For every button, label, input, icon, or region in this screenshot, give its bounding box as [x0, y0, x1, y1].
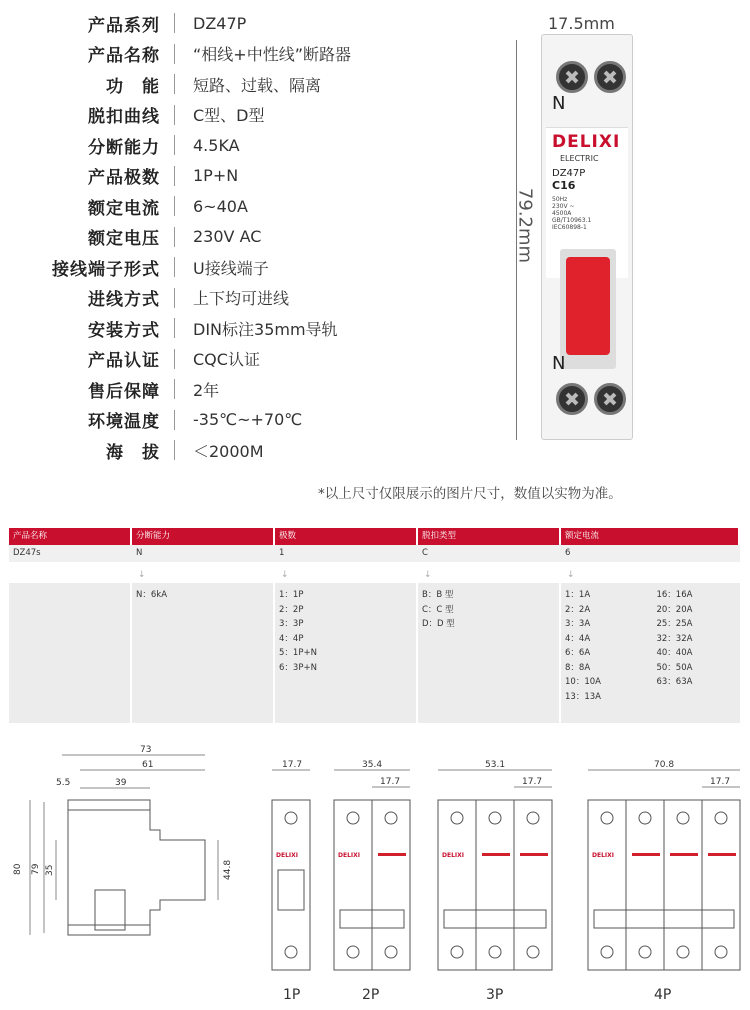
spec-divider	[174, 440, 175, 460]
spec-divider	[174, 257, 175, 277]
table-options	[9, 583, 740, 723]
table-cell: DZ47s	[13, 548, 41, 558]
spec-row	[30, 69, 470, 100]
option-item: 25：25A	[656, 619, 693, 629]
terminal-bottom-label: N	[552, 353, 566, 374]
option-item: 13：13A	[565, 691, 601, 702]
spec-label: 海 拔	[106, 442, 160, 463]
dim-4p-width: 70.8	[654, 760, 675, 770]
spec-value: U接线端子	[193, 258, 269, 278]
spec-label: 产品认证	[88, 351, 160, 372]
spec-label: 安装方式	[88, 320, 160, 341]
table-header-cell: 额定电流	[561, 528, 740, 545]
dim-4p-unit: 17.7	[710, 777, 731, 787]
dim-1p-width: 17.7	[282, 760, 303, 770]
spec-value: -35℃~+70℃	[193, 410, 303, 430]
table-cell: 1	[279, 548, 285, 558]
option-item: 3：3A	[565, 619, 591, 629]
dim-height-label: 79.2mm	[514, 187, 536, 264]
spec-list	[30, 8, 470, 466]
option-item: 50：50A	[656, 662, 693, 673]
spec-divider	[174, 318, 175, 338]
spec-value: 4.5KA	[193, 135, 240, 155]
option-item: 4：4A	[565, 633, 591, 644]
spec-value: 上下均可进线	[193, 289, 290, 309]
fine-print-line: 4500A	[552, 210, 572, 217]
spec-value: DZ47P	[193, 13, 247, 33]
options-trip	[418, 583, 559, 723]
fine-print-line: IEC60898-1	[552, 224, 587, 231]
spec-label: 功 能	[106, 76, 160, 97]
option-item: 63：63A	[656, 677, 693, 687]
spec-divider	[174, 13, 175, 33]
dim-5-5: 5.5	[56, 778, 71, 788]
options-breaking	[132, 583, 273, 723]
spec-divider	[174, 288, 175, 308]
dim-2p-width: 35.4	[362, 760, 383, 770]
arrow-down-icon: ↓	[567, 570, 575, 580]
option-item: 2：2A	[565, 604, 591, 615]
table-cell: 6	[565, 548, 571, 558]
option-item: 40：40A	[656, 648, 693, 658]
arrow-down-icon: ↓	[424, 570, 432, 580]
table-header-cell: 分断能力	[132, 528, 275, 545]
option-item: 16：16A	[656, 590, 693, 600]
red-band-marks	[378, 853, 736, 856]
model-selection-table	[9, 528, 740, 723]
pole-caption-4p: 4P	[654, 987, 672, 1003]
options-poles	[275, 583, 416, 723]
breaker-rating: C16	[552, 179, 576, 192]
spec-value: ＜2000M	[193, 441, 264, 461]
spec-row	[30, 100, 470, 131]
spec-row	[30, 39, 470, 70]
option-item: 4：4P	[279, 633, 304, 644]
spec-row	[30, 8, 470, 39]
breaker-model	[552, 168, 585, 192]
spec-value: DIN标注35mm导轨	[193, 319, 338, 339]
table-cell: C	[422, 548, 428, 558]
dim-44-8: 44.8	[223, 859, 233, 880]
screw-icon	[594, 383, 626, 415]
spec-value: C型、D型	[193, 106, 265, 126]
spec-label: 额定电压	[88, 229, 160, 250]
options-current	[561, 583, 740, 723]
spec-label: 接线端子形式	[52, 259, 160, 280]
option-item: 3：3P	[279, 619, 304, 629]
spec-divider	[174, 44, 175, 64]
arrow-down-icon: ↓	[138, 570, 146, 580]
option-item: 8：8A	[565, 662, 591, 673]
breaker-model-name: DZ47P	[552, 168, 586, 179]
spec-label: 产品名称	[88, 46, 160, 67]
spec-label: 进线方式	[88, 290, 160, 311]
options-current-a	[565, 588, 656, 718]
mini-brand: DELIXI	[592, 852, 614, 859]
table-header-cell: 脱扣类型	[418, 528, 561, 545]
spec-label: 产品系列	[88, 15, 160, 36]
table-row	[9, 545, 740, 562]
spec-row	[30, 313, 470, 344]
dim-2p-unit: 17.7	[380, 777, 401, 787]
spec-row	[30, 374, 470, 405]
spec-divider	[174, 379, 175, 399]
options-blank	[9, 583, 130, 723]
dim-61: 61	[142, 760, 154, 770]
table-header-cell: 极数	[275, 528, 418, 545]
option-item: C：C 型	[422, 604, 454, 615]
spec-value: 6~40A	[193, 196, 248, 216]
option-item: 20：20A	[656, 604, 693, 615]
spec-divider	[174, 196, 175, 216]
pole-4p-drawing	[588, 770, 740, 970]
pole-2p-drawing	[334, 770, 410, 970]
arrow-down-icon: ↓	[281, 570, 289, 580]
option-item: 5：1P+N	[279, 648, 317, 658]
spec-divider	[174, 349, 175, 369]
dim-80: 80	[13, 863, 23, 875]
spec-value: 1P+N	[193, 166, 239, 186]
dim-3p-width: 53.1	[485, 760, 506, 770]
table-header	[9, 528, 740, 545]
table-header-cell: 产品名称	[9, 528, 132, 545]
spec-row	[30, 435, 470, 466]
spec-value: “相线+中性线”断路器	[193, 45, 351, 65]
spec-row	[30, 344, 470, 375]
spec-label: 分断能力	[88, 137, 160, 158]
spec-label: 环境温度	[88, 412, 160, 433]
mini-brand: DELIXI	[338, 852, 360, 859]
dim-width-label: 17.5mm	[548, 14, 615, 33]
technical-drawing	[0, 740, 750, 1005]
spec-row	[30, 252, 470, 283]
spec-label: 脱扣曲线	[88, 107, 160, 128]
toggle-lever	[566, 257, 610, 355]
option-item: 6：6A	[565, 648, 591, 658]
option-item: 2：2P	[279, 604, 304, 615]
pole-3p-drawing	[438, 770, 552, 970]
option-item: 1：1P	[279, 590, 304, 600]
spec-row	[30, 130, 470, 161]
spec-value: 2年	[193, 380, 220, 400]
table-cell: N	[136, 548, 143, 558]
options-current-b	[656, 588, 736, 718]
spec-label: 额定电流	[88, 198, 160, 219]
spec-divider	[174, 166, 175, 186]
option-item: 10：10A	[565, 677, 601, 687]
spec-divider	[174, 74, 175, 94]
spec-divider	[174, 227, 175, 247]
dim-3p-unit: 17.7	[522, 777, 543, 787]
dim-79: 79	[31, 863, 41, 875]
dim-35: 35	[45, 864, 55, 876]
breaker-photo	[541, 34, 633, 440]
option-item: 1：1A	[565, 590, 591, 600]
mini-brand: DELIXI	[442, 852, 464, 859]
breaker-brand-sub: ELECTRIC	[560, 154, 599, 163]
spec-row	[30, 191, 470, 222]
dim-73: 73	[140, 745, 152, 755]
fine-print-line: 50Hz	[552, 196, 568, 203]
screw-icon	[594, 61, 626, 93]
option-item: D：D 型	[422, 619, 455, 629]
pole-caption-1p: 1P	[283, 987, 301, 1003]
option-item: 6：3P+N	[279, 662, 317, 673]
spec-row	[30, 405, 470, 436]
spec-row	[30, 222, 470, 253]
pole-caption-3p: 3P	[486, 987, 504, 1003]
spec-value: CQC认证	[193, 350, 260, 370]
spec-label: 产品极数	[88, 168, 160, 189]
screw-icon	[556, 383, 588, 415]
option-item: 32：32A	[656, 633, 693, 644]
spec-row	[30, 161, 470, 192]
fine-print-line: 230V ~	[552, 203, 575, 210]
fine-print-line: GB/T10963.1	[552, 217, 592, 224]
spec-label: 售后保障	[88, 381, 160, 402]
terminal-top-label: N	[552, 93, 566, 114]
spec-value: 230V AC	[193, 227, 262, 247]
dim-39: 39	[115, 778, 127, 788]
breaker-fine-print	[552, 196, 591, 231]
spec-value: 短路、过载、隔离	[193, 75, 322, 95]
spec-divider	[174, 135, 175, 155]
spec-row	[30, 283, 470, 314]
mini-brand: DELIXI	[276, 852, 298, 859]
breaker-brand: DELIXI	[552, 132, 621, 152]
pole-caption-2p: 2P	[362, 987, 380, 1003]
spec-divider	[174, 410, 175, 430]
option-item: B：B 型	[422, 590, 454, 600]
screw-icon	[556, 61, 588, 93]
size-note: *以上尺寸仅限展示的图片尺寸，数值以实物为准。	[318, 486, 622, 502]
pole-1p-drawing	[272, 770, 310, 970]
spec-divider	[174, 105, 175, 125]
option-item: N：6kA	[136, 590, 168, 600]
